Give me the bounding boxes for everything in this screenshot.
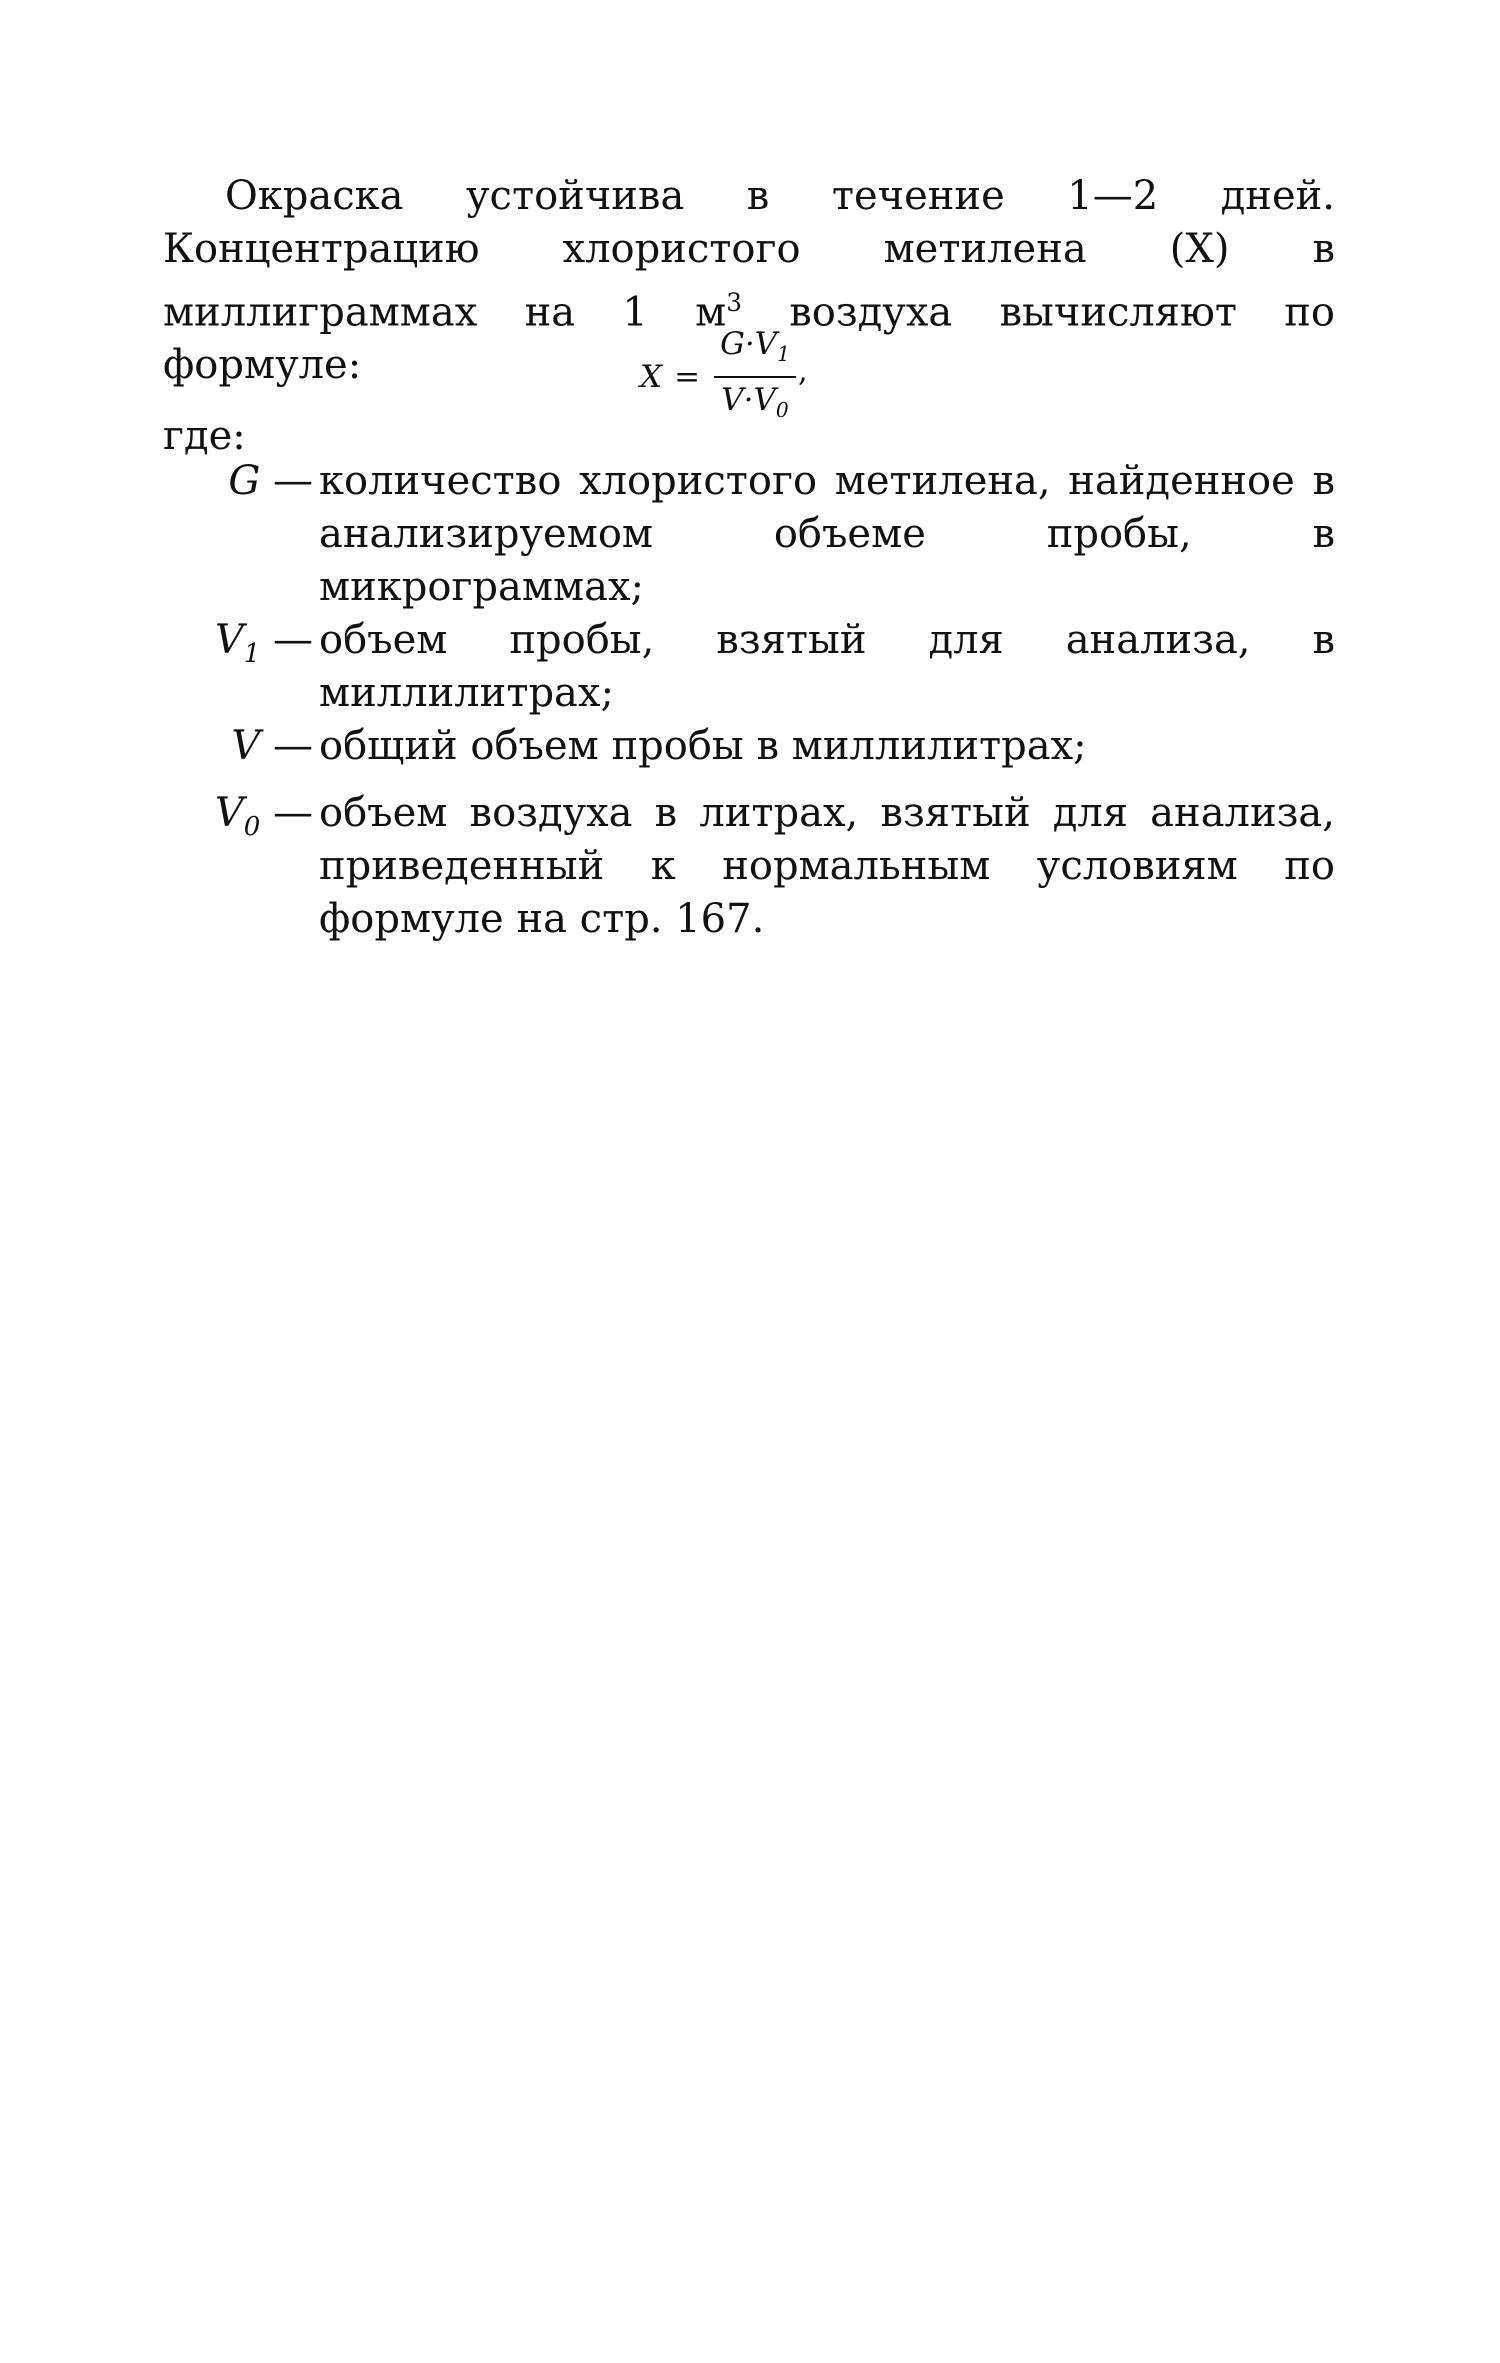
definition-text: объем воздуха в литрах, взятый для анализа, приведенный к нормальным условиям по формуле на стр. 167. xyxy=(319,790,1335,942)
intro-superscript: 3 xyxy=(726,288,742,317)
definition-item xyxy=(163,720,1335,787)
definition-item xyxy=(163,614,1335,720)
definition-symbol: $V_1$ — xyxy=(214,617,313,669)
formula-numerator: $G\cdot V_1$ xyxy=(714,325,796,378)
definition-symbol: $V_0$ — xyxy=(214,790,313,842)
intro-text: Окраска устойчива в течение 1—2 дней. Концентрацию хлористого метилена (X) в миллиграммах на 1 м xyxy=(163,173,1335,336)
formula-denominator: $V\cdot V_0$ xyxy=(721,382,789,423)
formula-comma: , xyxy=(797,353,808,389)
definitions-list xyxy=(163,455,1335,946)
formula-lhs: X xyxy=(640,359,663,396)
formula xyxy=(640,325,808,429)
definition-text: общий объем пробы в миллилитрах; xyxy=(319,723,1087,769)
definition-item xyxy=(163,787,1335,946)
definition-item xyxy=(163,455,1335,614)
formula-equals: = xyxy=(674,359,701,396)
definition-symbol: V — xyxy=(231,723,313,769)
formula-fraction xyxy=(714,325,796,429)
definition-text: количество хлористого метилена, найденное в анализируемом объеме пробы, в микрограммах; xyxy=(319,458,1335,610)
intro-text-end: воздуха вычисляют по формуле: xyxy=(163,289,1335,389)
definition-text: объем пробы, взятый для анализа, в миллилитрах; xyxy=(319,617,1335,716)
where-label: где: xyxy=(163,413,246,459)
definition-symbol: G — xyxy=(228,458,313,504)
